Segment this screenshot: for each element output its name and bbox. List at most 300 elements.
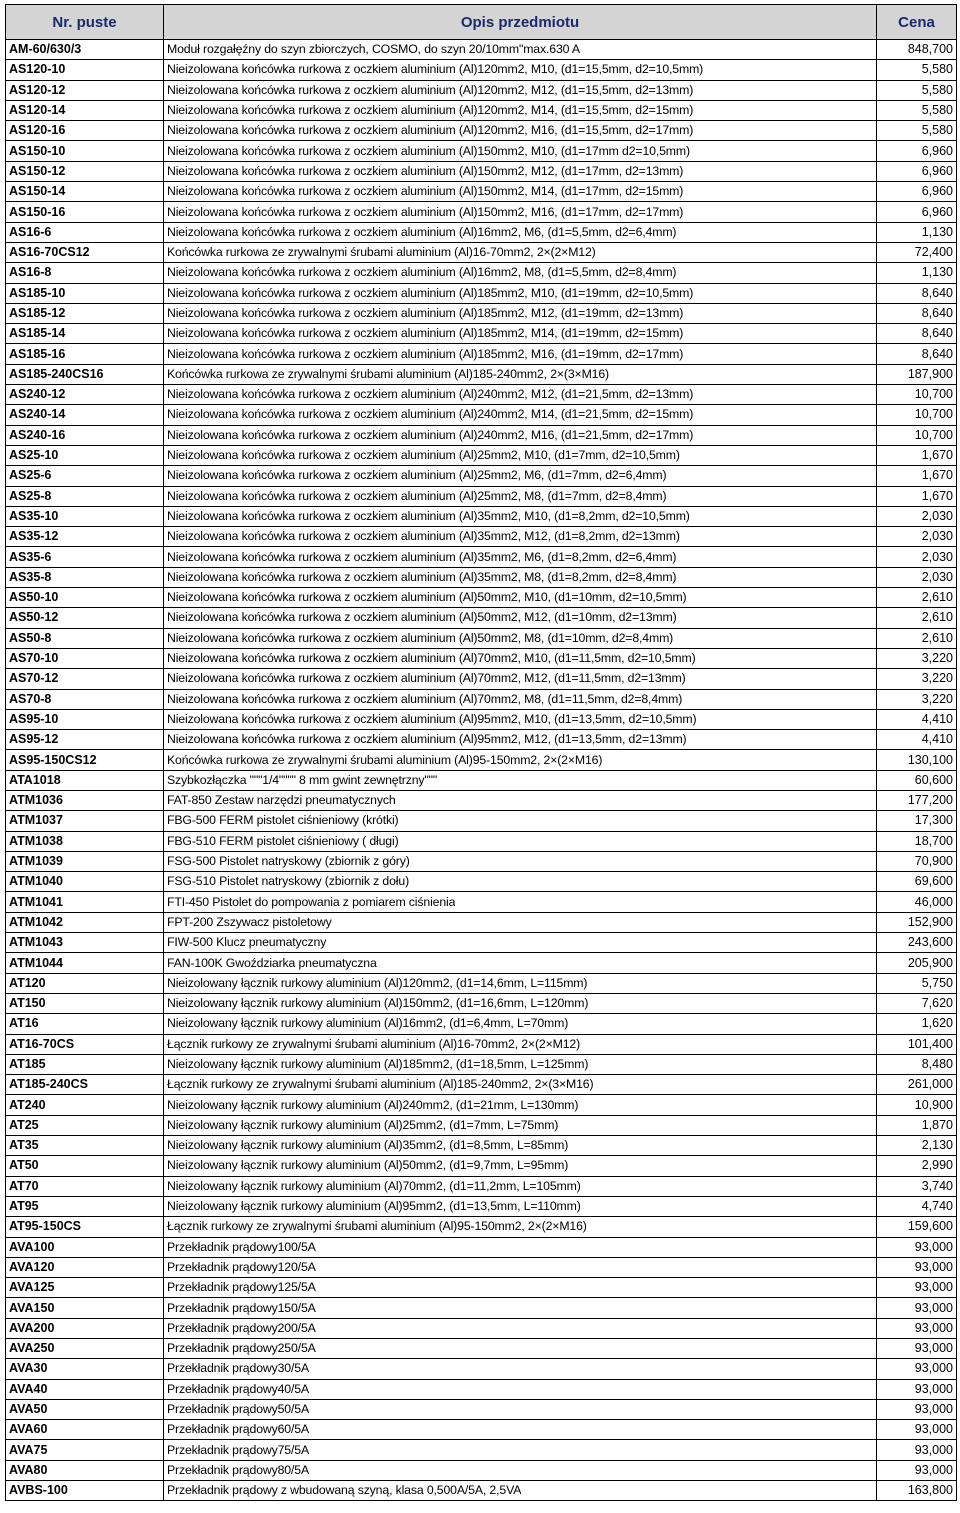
product-description-cell xyxy=(164,263,877,283)
product-description-cell xyxy=(164,425,877,445)
product-description: Przekładnik prądowy50/5A xyxy=(167,1402,309,1417)
product-code: AS16-6 xyxy=(6,222,164,242)
table-row xyxy=(6,222,957,242)
product-code: ATM1036 xyxy=(6,790,164,810)
product-description: Łącznik rurkowy ze zrywalnymi śrubami aluminium (Al)16-70mm2, 2×(2×M12) xyxy=(167,1036,581,1051)
product-description: Nieizolowana końcówka rurkowa z oczkiem aluminium (Al)50mm2, M10, (d1=10mm, d2=10,5mm) xyxy=(167,590,687,605)
product-description: Nieizolowana końcówka rurkowa z oczkiem aluminium (Al)50mm2, M12, (d1=10mm, d2=13mm) xyxy=(167,610,677,625)
table-row xyxy=(6,588,957,608)
product-price: 187,900 xyxy=(877,364,957,384)
product-code: AT185-240CS xyxy=(6,1075,164,1095)
product-description-cell xyxy=(164,973,877,993)
product-description-cell xyxy=(164,100,877,120)
product-description-cell xyxy=(164,588,877,608)
product-price: 1,130 xyxy=(877,222,957,242)
product-description: Nieizolowana końcówka rurkowa z oczkiem aluminium (Al)120mm2, M16, (d1=15,5mm, d2=17mm) xyxy=(167,123,694,138)
product-code: AS120-10 xyxy=(6,60,164,80)
product-description-cell xyxy=(164,1257,877,1277)
product-description-cell xyxy=(164,811,877,831)
product-price: 2,130 xyxy=(877,1136,957,1156)
table-row xyxy=(6,1217,957,1237)
table-row xyxy=(6,182,957,202)
product-description-cell xyxy=(164,1034,877,1054)
table-row xyxy=(6,831,957,851)
product-code: ATM1038 xyxy=(6,831,164,851)
product-price: 848,700 xyxy=(877,40,957,60)
table-row xyxy=(6,242,957,262)
product-description: Nieizolowana końcówka rurkowa z oczkiem aluminium (Al)150mm2, M14, (d1=17mm, d2=15mm) xyxy=(167,184,684,199)
table-row xyxy=(6,1034,957,1054)
product-price: 93,000 xyxy=(877,1359,957,1379)
table-row xyxy=(6,973,957,993)
product-description-cell xyxy=(164,161,877,181)
product-price: 2,030 xyxy=(877,506,957,526)
product-description: Przekładnik prądowy200/5A xyxy=(167,1320,316,1335)
product-price: 205,900 xyxy=(877,953,957,973)
product-description-cell xyxy=(164,1399,877,1419)
product-description: Nieizolowany łącznik rurkowy aluminium (Al)25mm2, (d1=7mm, L=75mm) xyxy=(167,1117,559,1132)
product-code: AVA50 xyxy=(6,1399,164,1419)
product-price: 6,960 xyxy=(877,141,957,161)
product-description-cell xyxy=(164,1481,877,1501)
product-description: Nieizolowana końcówka rurkowa z oczkiem aluminium (Al)240mm2, M12, (d1=21,5mm, d2=13mm) xyxy=(167,387,694,402)
product-description-cell xyxy=(164,405,877,425)
product-description-cell xyxy=(164,993,877,1013)
product-code: ATM1043 xyxy=(6,933,164,953)
product-price: 93,000 xyxy=(877,1379,957,1399)
price-list-sheet xyxy=(5,4,956,1501)
product-description: Nieizolowana końcówka rurkowa z oczkiem aluminium (Al)150mm2, M16, (d1=17mm, d2=17mm) xyxy=(167,204,684,219)
table-row xyxy=(6,1196,957,1216)
table-row xyxy=(6,303,957,323)
product-code: AT150 xyxy=(6,993,164,1013)
product-code: AS120-12 xyxy=(6,80,164,100)
table-row xyxy=(6,1095,957,1115)
product-description-cell xyxy=(164,1075,877,1095)
product-description-cell xyxy=(164,1359,877,1379)
product-code: AT185 xyxy=(6,1054,164,1074)
product-price: 7,620 xyxy=(877,993,957,1013)
product-code: AS150-10 xyxy=(6,141,164,161)
product-price: 2,610 xyxy=(877,628,957,648)
product-price: 243,600 xyxy=(877,933,957,953)
table-row xyxy=(6,648,957,668)
product-description-cell xyxy=(164,182,877,202)
product-description: FBG-500 FERM pistolet ciśnieniowy (krótki) xyxy=(167,813,399,828)
product-description: Nieizolowana końcówka rurkowa z oczkiem aluminium (Al)240mm2, M16, (d1=21,5mm, d2=17mm) xyxy=(167,427,694,442)
product-description: Nieizolowana końcówka rurkowa z oczkiem aluminium (Al)150mm2, M12, (d1=17mm, d2=13mm) xyxy=(167,163,684,178)
table-row xyxy=(6,202,957,222)
product-code: ATM1037 xyxy=(6,811,164,831)
table-row xyxy=(6,709,957,729)
product-description-cell xyxy=(164,709,877,729)
product-code: AVA150 xyxy=(6,1298,164,1318)
product-description-cell xyxy=(164,445,877,465)
product-code: AS150-12 xyxy=(6,161,164,181)
table-row xyxy=(6,141,957,161)
product-description-cell xyxy=(164,851,877,871)
product-description-cell xyxy=(164,1420,877,1440)
table-row xyxy=(6,1156,957,1176)
product-code: ATM1041 xyxy=(6,892,164,912)
product-price: 8,640 xyxy=(877,303,957,323)
product-description: Nieizolowana końcówka rurkowa z oczkiem aluminium (Al)35mm2, M12, (d1=8,2mm, d2=13mm) xyxy=(167,529,680,544)
product-description-cell xyxy=(164,648,877,668)
product-price: 93,000 xyxy=(877,1278,957,1298)
product-description: FPT-200 Zszywacz pistoletowy xyxy=(167,914,332,929)
header-price: Cena xyxy=(877,5,957,40)
product-code: AS95-12 xyxy=(6,730,164,750)
table-row xyxy=(6,324,957,344)
table-row xyxy=(6,344,957,364)
product-price: 101,400 xyxy=(877,1034,957,1054)
product-price: 2,610 xyxy=(877,588,957,608)
product-description: Nieizolowany łącznik rurkowy aluminium (Al)150mm2, (d1=16,6mm, L=120mm) xyxy=(167,996,589,1011)
product-description-cell xyxy=(164,1156,877,1176)
product-description-cell xyxy=(164,80,877,100)
product-description-cell xyxy=(164,466,877,486)
product-price: 3,740 xyxy=(877,1176,957,1196)
table-row xyxy=(6,953,957,973)
table-row xyxy=(6,466,957,486)
product-code: AT95-150CS xyxy=(6,1217,164,1237)
table-row xyxy=(6,1318,957,1338)
table-row xyxy=(6,1379,957,1399)
product-description: FIW-500 Klucz pneumatyczny xyxy=(167,935,327,950)
table-row xyxy=(6,730,957,750)
product-price: 93,000 xyxy=(877,1420,957,1440)
product-code: AS35-10 xyxy=(6,506,164,526)
product-description: Końcówka rurkowa ze zrywalnymi śrubami aluminium (Al)95-150mm2, 2×(2×M16) xyxy=(167,752,603,767)
product-price: 6,960 xyxy=(877,202,957,222)
product-code: ATM1039 xyxy=(6,851,164,871)
product-description-cell xyxy=(164,527,877,547)
product-price: 1,130 xyxy=(877,263,957,283)
product-price: 93,000 xyxy=(877,1298,957,1318)
product-code: AS240-14 xyxy=(6,405,164,425)
product-code: AS120-14 xyxy=(6,100,164,120)
product-price: 93,000 xyxy=(877,1339,957,1359)
product-description-cell xyxy=(164,608,877,628)
table-row xyxy=(6,80,957,100)
product-description: Łącznik rurkowy ze zrywalnymi śrubami aluminium (Al)185-240mm2, 2×(3×M16) xyxy=(167,1077,594,1092)
table-row xyxy=(6,527,957,547)
product-price: 3,220 xyxy=(877,669,957,689)
product-description-cell xyxy=(164,730,877,750)
product-price: 1,670 xyxy=(877,466,957,486)
product-description: FAN-100K Gwoździarka pneumatyczna xyxy=(167,955,377,970)
product-price: 6,960 xyxy=(877,182,957,202)
header-description: Opis przedmiotu xyxy=(164,5,877,40)
table-row xyxy=(6,60,957,80)
product-code: AS50-12 xyxy=(6,608,164,628)
product-price: 1,620 xyxy=(877,1014,957,1034)
product-description: Nieizolowana końcówka rurkowa z oczkiem aluminium (Al)16mm2, M6, (d1=5,5mm, d2=6,4mm) xyxy=(167,224,677,239)
product-description: Łącznik rurkowy ze zrywalnymi śrubami aluminium (Al)95-150mm2, 2×(2×M16) xyxy=(167,1219,587,1234)
product-code: ATM1044 xyxy=(6,953,164,973)
product-description: Przekładnik prądowy125/5A xyxy=(167,1280,316,1295)
table-row xyxy=(6,405,957,425)
product-code: AS185-14 xyxy=(6,324,164,344)
product-description-cell xyxy=(164,1176,877,1196)
product-code: AVA200 xyxy=(6,1318,164,1338)
product-description: Nieizolowany łącznik rurkowy aluminium (Al)185mm2, (d1=18,5mm, L=125mm) xyxy=(167,1056,589,1071)
product-description-cell xyxy=(164,1318,877,1338)
product-description: Nieizolowana końcówka rurkowa z oczkiem aluminium (Al)70mm2, M8, (d1=11,5mm, d2=8,4mm) xyxy=(167,691,683,706)
product-description: Przekładnik prądowy120/5A xyxy=(167,1259,316,1274)
product-description: Nieizolowana końcówka rurkowa z oczkiem aluminium (Al)185mm2, M12, (d1=19mm, d2=13mm) xyxy=(167,306,684,320)
table-row xyxy=(6,1115,957,1135)
product-description: Nieizolowana końcówka rurkowa z oczkiem aluminium (Al)120mm2, M12, (d1=15,5mm, d2=13mm) xyxy=(167,82,694,97)
product-price: 2,030 xyxy=(877,527,957,547)
price-table xyxy=(5,4,957,1501)
product-price: 152,900 xyxy=(877,912,957,932)
product-price: 10,700 xyxy=(877,385,957,405)
product-description: Nieizolowana końcówka rurkowa z oczkiem aluminium (Al)120mm2, M10, (d1=15,5mm, d2=10,5mm) xyxy=(167,62,704,77)
product-price: 69,600 xyxy=(877,872,957,892)
product-price: 1,870 xyxy=(877,1115,957,1135)
product-code: AS150-14 xyxy=(6,182,164,202)
product-description: Końcówka rurkowa ze zrywalnymi śrubami aluminium (Al)185-240mm2, 2×(3×M16) xyxy=(167,366,609,381)
product-code: AS50-8 xyxy=(6,628,164,648)
product-code: AVA60 xyxy=(6,1420,164,1440)
product-description: Przekładnik prądowy60/5A xyxy=(167,1422,309,1437)
product-description-cell xyxy=(164,202,877,222)
product-code: AVA80 xyxy=(6,1460,164,1480)
table-row xyxy=(6,100,957,120)
product-code: AT240 xyxy=(6,1095,164,1115)
table-row xyxy=(6,1278,957,1298)
product-price: 10,700 xyxy=(877,425,957,445)
product-price: 93,000 xyxy=(877,1460,957,1480)
product-code: AS120-16 xyxy=(6,121,164,141)
product-description: Nieizolowana końcówka rurkowa z oczkiem aluminium (Al)95mm2, M10, (d1=13,5mm, d2=10,5mm) xyxy=(167,711,697,726)
table-row xyxy=(6,811,957,831)
product-code: AS25-6 xyxy=(6,466,164,486)
product-price: 93,000 xyxy=(877,1318,957,1338)
table-row xyxy=(6,1176,957,1196)
product-price: 6,960 xyxy=(877,161,957,181)
product-price: 72,400 xyxy=(877,242,957,262)
product-description-cell xyxy=(164,790,877,810)
product-price: 4,740 xyxy=(877,1196,957,1216)
product-description-cell xyxy=(164,344,877,364)
product-description-cell xyxy=(164,1379,877,1399)
product-description-cell xyxy=(164,770,877,790)
product-description-cell xyxy=(164,121,877,141)
table-row xyxy=(6,750,957,770)
product-description: Nieizolowany łącznik rurkowy aluminium (Al)16mm2, (d1=6,4mm, L=70mm) xyxy=(167,1016,569,1031)
product-price: 46,000 xyxy=(877,892,957,912)
product-price: 93,000 xyxy=(877,1257,957,1277)
table-row xyxy=(6,872,957,892)
product-description: Przekładnik prądowy z wbudowaną szyną, klasa 0,500A/5A, 2,5VA xyxy=(167,1483,522,1498)
product-code: AVBS-100 xyxy=(6,1481,164,1501)
product-price: 10,900 xyxy=(877,1095,957,1115)
product-code: AS95-10 xyxy=(6,709,164,729)
product-code: AS25-10 xyxy=(6,445,164,465)
product-description: Nieizolowany łącznik rurkowy aluminium (Al)50mm2, (d1=9,7mm, L=95mm) xyxy=(167,1158,569,1173)
table-row xyxy=(6,567,957,587)
product-price: 18,700 xyxy=(877,831,957,851)
product-description: FTI-450 Pistolet do pompowania z pomiarem ciśnienia xyxy=(167,894,456,909)
product-description: FSG-500 Pistolet natryskowy (zbiornik z góry) xyxy=(167,854,410,869)
product-code: AS240-12 xyxy=(6,385,164,405)
product-description-cell xyxy=(164,750,877,770)
product-code: AT35 xyxy=(6,1136,164,1156)
product-description-cell xyxy=(164,831,877,851)
product-description-cell xyxy=(164,1054,877,1074)
product-code: AM-60/630/3 xyxy=(6,40,164,60)
product-code: ATA1018 xyxy=(6,770,164,790)
product-price: 2,610 xyxy=(877,608,957,628)
product-description: Nieizolowana końcówka rurkowa z oczkiem aluminium (Al)35mm2, M10, (d1=8,2mm, d2=10,5mm) xyxy=(167,508,690,523)
table-row xyxy=(6,933,957,953)
table-row xyxy=(6,263,957,283)
product-price: 3,220 xyxy=(877,689,957,709)
product-price: 261,000 xyxy=(877,1075,957,1095)
product-description: Nieizolowana końcówka rurkowa z oczkiem aluminium (Al)185mm2, M10, (d1=19mm, d2=10,5mm) xyxy=(167,285,694,300)
table-row xyxy=(6,283,957,303)
product-description-cell xyxy=(164,1237,877,1257)
product-description-cell xyxy=(164,892,877,912)
product-code: AVA75 xyxy=(6,1440,164,1460)
product-description-cell xyxy=(164,669,877,689)
product-price: 8,640 xyxy=(877,283,957,303)
product-price: 2,030 xyxy=(877,567,957,587)
product-code: AS25-8 xyxy=(6,486,164,506)
product-description-cell xyxy=(164,1217,877,1237)
product-description: Nieizolowana końcówka rurkowa z oczkiem aluminium (Al)150mm2, M10, (d1=17mm d2=10,5mm) xyxy=(167,143,690,158)
table-row xyxy=(6,1298,957,1318)
product-code: AVA100 xyxy=(6,1237,164,1257)
product-code: ATM1042 xyxy=(6,912,164,932)
product-code: AS35-12 xyxy=(6,527,164,547)
product-code: AVA125 xyxy=(6,1278,164,1298)
product-description: Przekładnik prądowy30/5A xyxy=(167,1361,309,1376)
product-price: 93,000 xyxy=(877,1440,957,1460)
product-description-cell xyxy=(164,912,877,932)
product-code: ATM1040 xyxy=(6,872,164,892)
table-row xyxy=(6,1014,957,1034)
product-price: 5,580 xyxy=(877,60,957,80)
product-code: AS185-240CS16 xyxy=(6,364,164,384)
table-row xyxy=(6,851,957,871)
product-code: AS35-8 xyxy=(6,567,164,587)
product-description: Nieizolowana końcówka rurkowa z oczkiem aluminium (Al)25mm2, M8, (d1=7mm, d2=8,4mm) xyxy=(167,488,667,503)
product-description-cell xyxy=(164,567,877,587)
table-row xyxy=(6,40,957,60)
product-description: Przekładnik prądowy80/5A xyxy=(167,1462,309,1477)
table-row xyxy=(6,445,957,465)
product-price: 159,600 xyxy=(877,1217,957,1237)
product-price: 70,900 xyxy=(877,851,957,871)
product-description: Nieizolowana końcówka rurkowa z oczkiem aluminium (Al)120mm2, M14, (d1=15,5mm, d2=15mm) xyxy=(167,103,694,118)
table-row xyxy=(6,1359,957,1379)
product-price: 8,480 xyxy=(877,1054,957,1074)
table-row xyxy=(6,1257,957,1277)
table-row xyxy=(6,547,957,567)
product-description-cell xyxy=(164,242,877,262)
table-row xyxy=(6,486,957,506)
table-row xyxy=(6,912,957,932)
product-code: AVA30 xyxy=(6,1359,164,1379)
product-code: AT70 xyxy=(6,1176,164,1196)
product-description: Nieizolowany łącznik rurkowy aluminium (Al)240mm2, (d1=21mm, L=130mm) xyxy=(167,1097,579,1112)
product-description-cell xyxy=(164,324,877,344)
product-code: AS70-10 xyxy=(6,648,164,668)
product-description-cell xyxy=(164,40,877,60)
product-description: FSG-510 Pistolet natryskowy (zbiornik z dołu) xyxy=(167,874,410,889)
product-description: Nieizolowana końcówka rurkowa z oczkiem aluminium (Al)185mm2, M14, (d1=19mm, d2=15mm) xyxy=(167,326,684,341)
product-price: 93,000 xyxy=(877,1399,957,1419)
header-row xyxy=(6,5,957,40)
product-price: 1,670 xyxy=(877,445,957,465)
product-code: AT16-70CS xyxy=(6,1034,164,1054)
product-price: 8,640 xyxy=(877,344,957,364)
product-price: 177,200 xyxy=(877,790,957,810)
product-price: 163,800 xyxy=(877,1481,957,1501)
product-price: 4,410 xyxy=(877,730,957,750)
product-description: Nieizolowany łącznik rurkowy aluminium (Al)95mm2, (d1=13,5mm, L=110mm) xyxy=(167,1199,581,1214)
product-description: Nieizolowany łącznik rurkowy aluminium (Al)35mm2, (d1=8,5mm, L=85mm) xyxy=(167,1138,569,1153)
product-code: AS185-12 xyxy=(6,303,164,323)
table-row xyxy=(6,121,957,141)
product-code: AVA40 xyxy=(6,1379,164,1399)
header-code: Nr. puste xyxy=(6,5,164,40)
product-description: Nieizolowana końcówka rurkowa z oczkiem aluminium (Al)25mm2, M6, (d1=7mm, d2=6,4mm) xyxy=(167,468,667,483)
product-description: Przekładnik prądowy100/5A xyxy=(167,1239,316,1254)
table-row xyxy=(6,628,957,648)
table-row xyxy=(6,506,957,526)
product-description-cell xyxy=(164,628,877,648)
product-code: AS240-16 xyxy=(6,425,164,445)
product-description-cell xyxy=(164,547,877,567)
product-description-cell xyxy=(164,1014,877,1034)
product-price: 2,990 xyxy=(877,1156,957,1176)
table-row xyxy=(6,385,957,405)
product-price: 4,410 xyxy=(877,709,957,729)
product-description: Nieizolowana końcówka rurkowa z oczkiem aluminium (Al)185mm2, M16, (d1=19mm, d2=17mm) xyxy=(167,346,684,361)
product-code: AS35-6 xyxy=(6,547,164,567)
product-description: Nieizolowana końcówka rurkowa z oczkiem aluminium (Al)16mm2, M8, (d1=5,5mm, d2=8,4mm) xyxy=(167,265,677,280)
product-description: Przekładnik prądowy250/5A xyxy=(167,1341,316,1356)
product-price: 60,600 xyxy=(877,770,957,790)
table-row xyxy=(6,608,957,628)
product-description-cell xyxy=(164,1298,877,1318)
product-price: 17,300 xyxy=(877,811,957,831)
product-description-cell xyxy=(164,1278,877,1298)
table-row xyxy=(6,1339,957,1359)
product-code: AS150-16 xyxy=(6,202,164,222)
table-row xyxy=(6,1054,957,1074)
table-row xyxy=(6,364,957,384)
table-row xyxy=(6,1136,957,1156)
product-description-cell xyxy=(164,689,877,709)
product-description: Nieizolowana końcówka rurkowa z oczkiem aluminium (Al)35mm2, M6, (d1=8,2mm, d2=6,4mm) xyxy=(167,549,677,564)
product-description: Nieizolowana końcówka rurkowa z oczkiem aluminium (Al)240mm2, M14, (d1=21,5mm, d2=15mm) xyxy=(167,407,694,422)
product-description-cell xyxy=(164,283,877,303)
product-description: Nieizolowana końcówka rurkowa z oczkiem aluminium (Al)70mm2, M12, (d1=11,5mm, d2=13mm) xyxy=(167,671,686,686)
product-code: AS185-16 xyxy=(6,344,164,364)
product-price: 2,030 xyxy=(877,547,957,567)
product-description: FBG-510 FERM pistolet ciśnieniowy ( długi) xyxy=(167,833,399,848)
product-description-cell xyxy=(164,953,877,973)
product-description: Nieizolowana końcówka rurkowa z oczkiem aluminium (Al)35mm2, M8, (d1=8,2mm, d2=8,4mm) xyxy=(167,569,677,584)
product-description-cell xyxy=(164,506,877,526)
product-description-cell xyxy=(164,872,877,892)
product-description: Nieizolowana końcówka rurkowa z oczkiem aluminium (Al)95mm2, M12, (d1=13,5mm, d2=13mm) xyxy=(167,732,687,747)
